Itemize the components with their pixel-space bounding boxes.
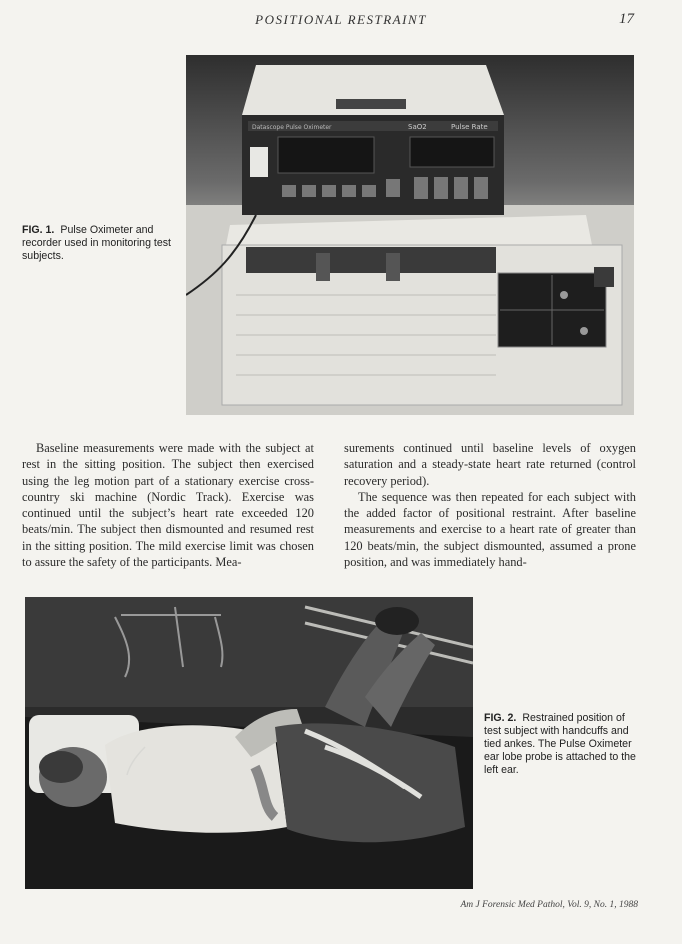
page-number: 17 — [619, 11, 634, 27]
figure-1-caption-text: Pulse Oximeter and recorder used in monitoring test subjects. — [22, 224, 171, 262]
body-paragraph-1: Baseline measurements were made with the subject at rest in the sitting position. The subject then exercised using the leg motion part of a stationary exercise cross-country ski machine (Nordic Track). Exercise was continued until the subject’s heart rate exceeded 120 beats/min. The subject then dismounted and resumed rest in the sitting position. The mild exercise limit was chosen to assure the safety of the participants. Mea- — [22, 441, 314, 570]
figure-1-label: FIG. 1. — [22, 224, 55, 236]
figure-2-photo — [25, 597, 473, 889]
svg-text:Datascope Pulse Oximeter: Datascope Pulse Oximeter — [252, 124, 332, 131]
body-column-2 — [344, 440, 636, 570]
body-column-1 — [22, 440, 314, 570]
body-paragraph-3: The sequence was then repeated for each subject with the added factor of positional restraint. After baseline measurements and exercise to a heart rate of greater than 120 beats/min, the subject dismounted, assumed a prone position, and was immediately hand- — [344, 489, 636, 570]
figure-2-label: FIG. 2. — [484, 712, 517, 724]
figure-2-caption — [484, 712, 636, 777]
pulse-rate-label: Pulse Rate — [451, 123, 488, 131]
body-paragraph-2: surements continued until baseline levels of oxygen saturation and a steady-state heart rate returned (control recovery period). — [344, 441, 636, 488]
figure-1-caption — [22, 224, 178, 263]
sao2-label: SaO2 — [408, 123, 427, 131]
journal-citation: Am J Forensic Med Pathol, Vol. 9, No. 1, 1988 — [460, 900, 638, 910]
figure-1-photo — [186, 55, 634, 415]
running-head: POSITIONAL RESTRAINT — [255, 12, 427, 27]
figure-2-caption-text: Restrained position of test subject with handcuffs and tied ankes. The Pulse Oximeter ear lobe probe is attached to the left ear. — [484, 712, 636, 776]
